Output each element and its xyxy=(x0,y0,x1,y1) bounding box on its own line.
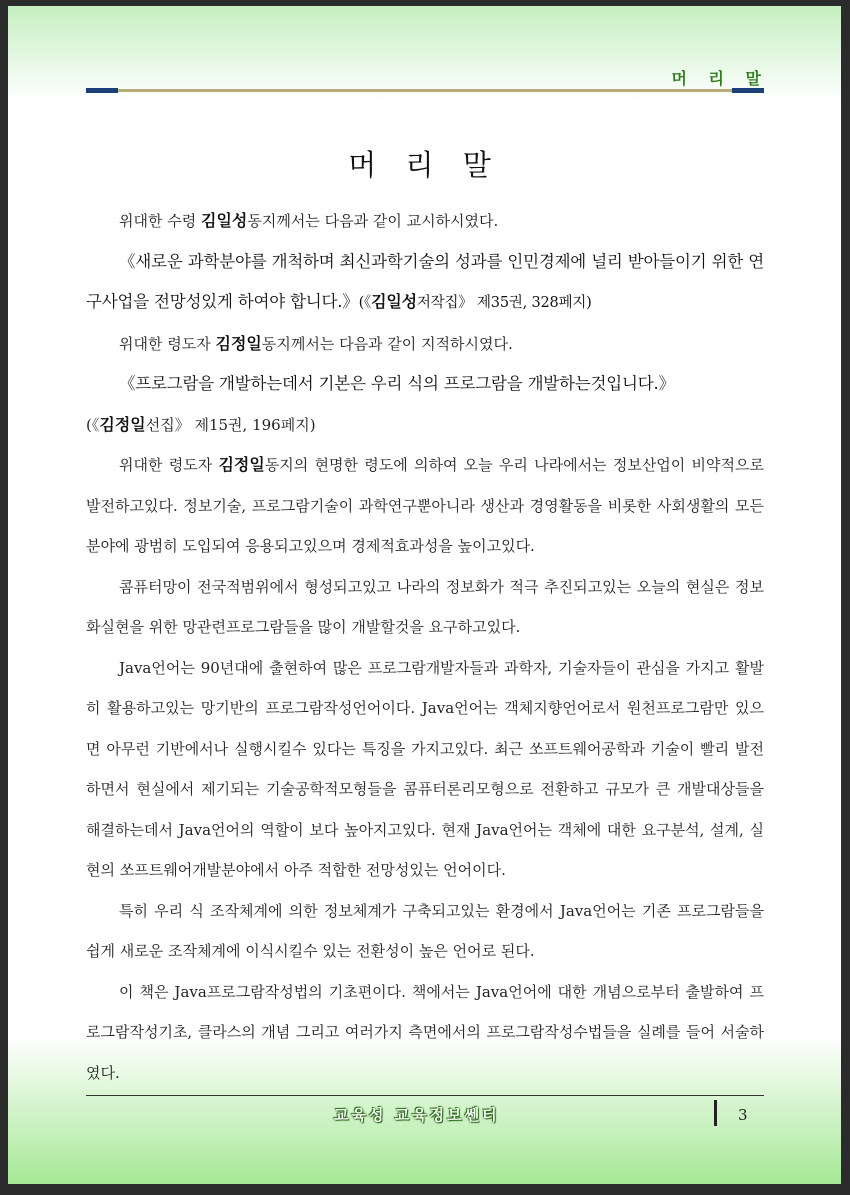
header-rule-right-mark xyxy=(732,88,764,93)
footer-publisher: 교육성 교육정보쎈터 xyxy=(334,1106,500,1124)
quotation-text: 《새로운 과학분야를 개척하며 최신과학기술의 성과를 인민경제에 널리 받아들이기 위한 연구사업을 전망성있게 하여야 합니다.》 xyxy=(86,251,764,311)
quotation-2: 《프로그람을 개발하는데서 기본은 우리 식의 프로그람을 개발하는것입니다.》 xyxy=(119,374,675,393)
ref-open: (《 xyxy=(86,415,100,434)
header-rule xyxy=(86,89,764,92)
ref-rest: 선집》 제15권, 196페지) xyxy=(145,415,316,434)
ref-open: (《 xyxy=(358,295,372,311)
text-segment: 위대한 령도자 xyxy=(119,456,219,474)
body-text xyxy=(86,201,764,1093)
text-segment: 위대한 수령 xyxy=(119,212,201,230)
paragraph-7: 이 책은 Java프로그람작성법의 기초편이다. 책에서는 Java언어에 대한 개념으로부터 출발하여 프로그람작성기초, 클라스의 개념 그리고 여러가지 측면에서의 프로그람작성수법들을 실례를 들어 서술하였다. xyxy=(86,982,764,1082)
quotation-1 xyxy=(86,242,764,324)
header-rule-left-mark xyxy=(86,88,118,93)
text-segment: 동지께서는 다음과 같이 지적하시였다. xyxy=(261,334,513,353)
quotation-reference xyxy=(358,292,592,311)
paragraph-4: 콤퓨터망이 전국적범위에서 형성되고있고 나라의 정보화가 적극 추진되고있는 오늘의 현실은 정보화실현을 위한 망관련프로그람들을 많이 개발할것을 요구하고있다. xyxy=(86,577,764,636)
text-segment: 동지께서는 다음과 같이 교시하시였다. xyxy=(247,212,499,230)
leader-name: 김정일 xyxy=(99,414,146,434)
leader-name: 김정일 xyxy=(218,455,265,474)
text-segment: 동지의 현명한 령도에 의하여 오늘 우리 나라에서는 정보산업이 비약적으로 발전하고있다. 정보기술, 프로그람기술이 과학연구뿐아니라 생산과 경영활동을 비롯한 사회생활의 모든 분야에 광범히 도입되여 응용되고있으며 경제적효과성을 높이고있다. xyxy=(86,456,764,555)
text-segment: 위대한 령도자 xyxy=(119,334,216,353)
page-number: 3 xyxy=(738,1106,748,1124)
footer-rule xyxy=(86,1095,764,1096)
leader-name: 김일성 xyxy=(201,211,248,230)
ref-rest: 저작집》 제35권, 328페지) xyxy=(416,295,592,311)
paragraph-intro-1 xyxy=(86,201,764,242)
quotation-2-reference xyxy=(86,405,764,446)
running-header-title: 머 리 말 xyxy=(671,69,769,88)
page-title: 머 리 말 xyxy=(348,148,501,182)
paragraph-intro-2 xyxy=(86,324,764,365)
paragraph-3 xyxy=(86,445,764,567)
paragraph-6: 특히 우리 식 조작체계에 의한 정보체계가 구축되고있는 환경에서 Java언어는 기존 프로그람들을 쉽게 새로운 조작체계에 이식시킬수 있는 전환성이 높은 언어로 된다. xyxy=(86,901,764,960)
leader-name: 김정일 xyxy=(215,333,262,353)
document-page xyxy=(8,6,841,1184)
footer-divider xyxy=(714,1100,717,1126)
leader-name: 김일성 xyxy=(371,292,417,311)
paragraph-5: Java언어는 90년대에 출현하여 많은 프로그람개발자들과 과학자, 기술자들이 관심을 가지고 활발히 활용하고있는 망기반의 프로그람작성언어이다. Java언어는 객체지향언어로서 원천프로그람만 있으면 아무런 기반에서나 실행시킬수 있다는 특징을 가지고있다. 최근 쏘프트웨어공학과 기술이 빨리 발전하면서 현실에서 제기되는 기술공학적모형들을 콤퓨터론리모형으로 전환하고 규모가 큰 개발대상들을 해결하는데서 Java언어의 역할이 보다 높아지고있다. 현재 Java언어는 객체에 대한 요구분석, 설계, 실현의 쏘프트웨어개발분야에서 아주 적합한 전망성있는 언어이다. xyxy=(86,658,764,879)
